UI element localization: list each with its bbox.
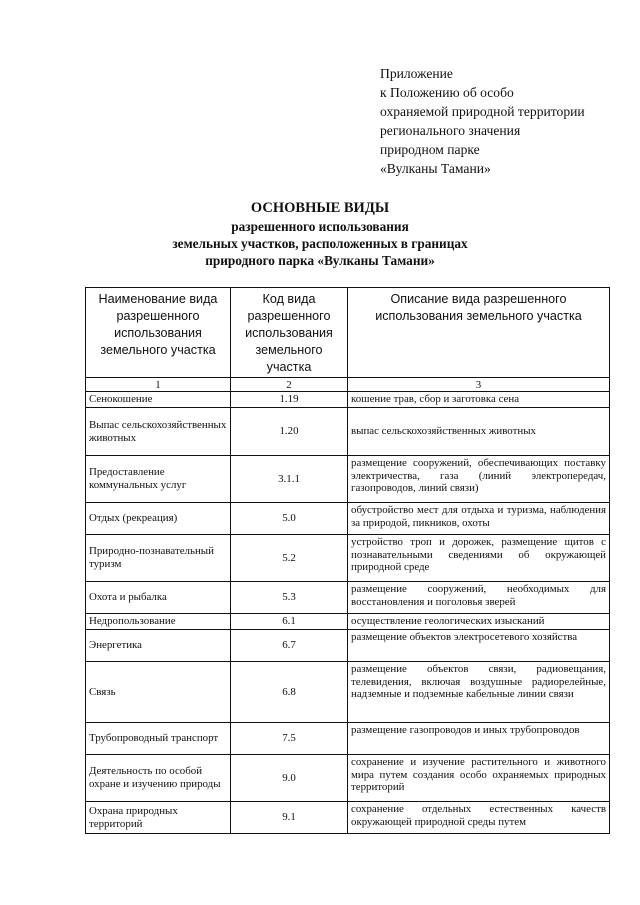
header-code: Код вида разрешенного использования земельного участка [231, 288, 348, 378]
header-name: Наименование вида разрешенного использования земельного участка [86, 288, 231, 378]
row-code: 6.7 [231, 630, 348, 662]
table-row [86, 802, 610, 834]
row-description: сохранение и изучение растительного и животного мира путем создания особо охраняемых природных территорий [348, 755, 610, 802]
annex-block [380, 64, 630, 178]
column-number-row [86, 378, 610, 392]
annex-line: Приложение [380, 66, 453, 81]
annex-line: к Положению об особо [380, 85, 514, 100]
annex-line: регионального значения [380, 123, 521, 138]
row-description: размещение объектов электросетевого хозяйства [348, 630, 610, 662]
row-name: Деятельность по особой охране и изучению природы [86, 755, 231, 802]
row-name: Отдых (рекреация) [86, 503, 231, 535]
title-main: ОСНОВНЫЕ ВИДЫ [250, 200, 390, 216]
row-name: Предоставление коммунальных услуг [86, 456, 231, 503]
table-row [86, 456, 610, 503]
title-line: разрешенного использования [231, 219, 409, 234]
row-description: устройство троп и дорожек, размещение щитов с познавательными сведениями об окружающей природной среде [348, 535, 610, 582]
row-name: Энергетика [86, 630, 231, 662]
annex-line: «Вулканы Тамани» [380, 161, 491, 176]
row-code: 1.19 [231, 392, 348, 408]
row-code: 9.0 [231, 755, 348, 802]
document-title [0, 200, 640, 269]
row-name: Выпас сельскохозяйственных животных [86, 408, 231, 456]
row-code: 5.0 [231, 503, 348, 535]
row-description: размещение сооружений, обеспечивающих поставку электричества, газа (линий электропередач, газопроводов, линий связи) [348, 456, 610, 503]
row-name: Охота и рыбалка [86, 582, 231, 614]
table-row [86, 755, 610, 802]
table-row [86, 392, 610, 408]
table-row [86, 503, 610, 535]
table-row [86, 630, 610, 662]
table-header-row [86, 288, 610, 378]
table-row [86, 614, 610, 630]
row-code: 3.1.1 [231, 456, 348, 503]
row-name: Природно-познавательный туризм [86, 535, 231, 582]
title-line: природного парка «Вулканы Тамани» [205, 253, 435, 268]
row-name: Связь [86, 662, 231, 723]
row-code: 9.1 [231, 802, 348, 834]
column-number: 1 [86, 378, 231, 392]
row-name: Охрана природных территорий [86, 802, 231, 834]
row-description: размещение газопроводов и иных трубопроводов [348, 723, 610, 755]
column-number: 3 [348, 378, 610, 392]
row-name: Недропользование [86, 614, 231, 630]
header-description: Описание вида разрешенного использования земельного участка [348, 288, 610, 378]
row-code: 7.5 [231, 723, 348, 755]
table-row [86, 535, 610, 582]
row-description: осуществление геологических изысканий [348, 614, 610, 630]
title-line: земельных участков, расположенных в границах [172, 236, 468, 251]
row-code: 5.3 [231, 582, 348, 614]
row-code: 1.20 [231, 408, 348, 456]
row-name: Трубопроводный транспорт [86, 723, 231, 755]
row-description: обустройство мест для отдыха и туризма, наблюдения за природой, пикников, охоты [348, 503, 610, 535]
row-description: сохранение отдельных естественных качеств окружающей природной среды путем [348, 802, 610, 834]
column-number: 2 [231, 378, 348, 392]
row-description: размещение объектов связи, радиовещания, телевидения, включая воздушные радиорелейные, надземные и подземные кабельные линии связи [348, 662, 610, 723]
row-description: кошение трав, сбор и заготовка сена [348, 392, 610, 408]
table-row [86, 408, 610, 456]
annex-line: охраняемой природной территории [380, 104, 585, 119]
row-description: выпас сельскохозяйственных животных [348, 408, 610, 456]
row-name: Сенокошение [86, 392, 231, 408]
table-row [86, 582, 610, 614]
land-use-table [85, 287, 610, 834]
table-row [86, 723, 610, 755]
annex-line: природном парке [380, 142, 480, 157]
row-code: 6.8 [231, 662, 348, 723]
row-description: размещение сооружений, необходимых для восстановления и поголовья зверей [348, 582, 610, 614]
row-code: 5.2 [231, 535, 348, 582]
row-code: 6.1 [231, 614, 348, 630]
table-row [86, 662, 610, 723]
